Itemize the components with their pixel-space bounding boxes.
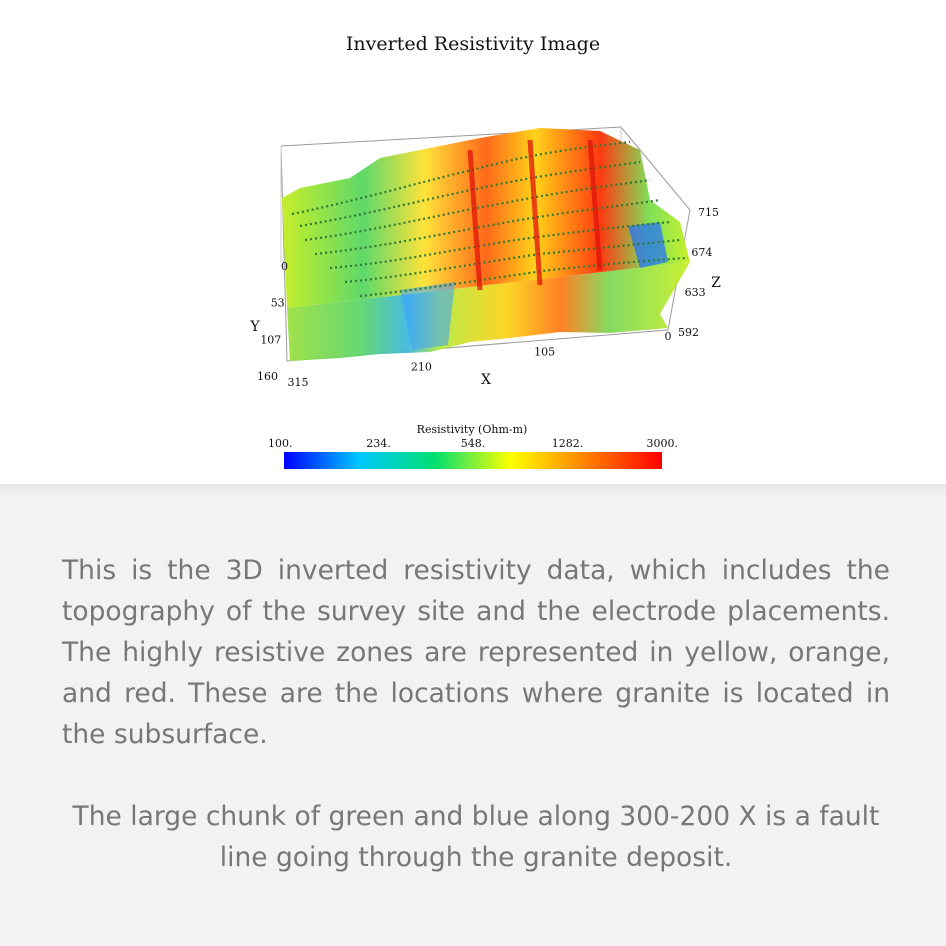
x-tick-label: 0 — [664, 330, 672, 343]
caption — [62, 550, 890, 878]
x-tick-label: 210 — [410, 360, 432, 374]
z-tick-label: 674 — [691, 246, 713, 259]
z-tick-label: 633 — [684, 286, 706, 299]
colorbar-tick-label: 1282. — [551, 437, 584, 450]
x-tick-label: 105 — [534, 345, 556, 359]
x-tick-label: 315 — [287, 376, 309, 389]
colorbar-tick-label: 548. — [460, 437, 486, 450]
chart-title: Inverted Resistivity Image — [345, 33, 601, 55]
y-tick-label: 160 — [257, 370, 278, 383]
z-tick-label: 592 — [678, 326, 699, 339]
caption-paragraph-1: This is the 3D inverted resistivity data, which includes the topography of the survey site and the electrode placements. The highly resistive zones are represented in yellow, orange, and red. These are the locations where granite is located in the subsurface. — [62, 555, 890, 750]
y-tick-label: 53 — [270, 296, 285, 310]
colorbar-ticks — [268, 437, 678, 450]
y-tick-label: 0 — [281, 260, 288, 273]
z-tick-label: 715 — [698, 206, 719, 219]
y-axis-label: Y — [250, 319, 260, 335]
colorbar — [284, 452, 662, 469]
colorbar-tick-label: 234. — [366, 437, 391, 450]
colorbar-tick-label: 100. — [268, 437, 293, 450]
y-tick-label: 107 — [260, 333, 282, 347]
z-axis-label: Z — [711, 275, 721, 291]
x-axis-label: X — [481, 372, 491, 388]
y-axis-ticks — [257, 260, 288, 383]
colorbar-tick-label: 3000. — [646, 437, 678, 450]
caption-paragraph-2: The large chunk of green and blue along 300-200 X is a fault line going through the granite deposit. — [72, 801, 880, 873]
panel-divider — [0, 484, 946, 498]
z-axis-ticks — [678, 206, 719, 339]
colorbar-label: Resistivity (Ohm-m) — [416, 423, 528, 436]
